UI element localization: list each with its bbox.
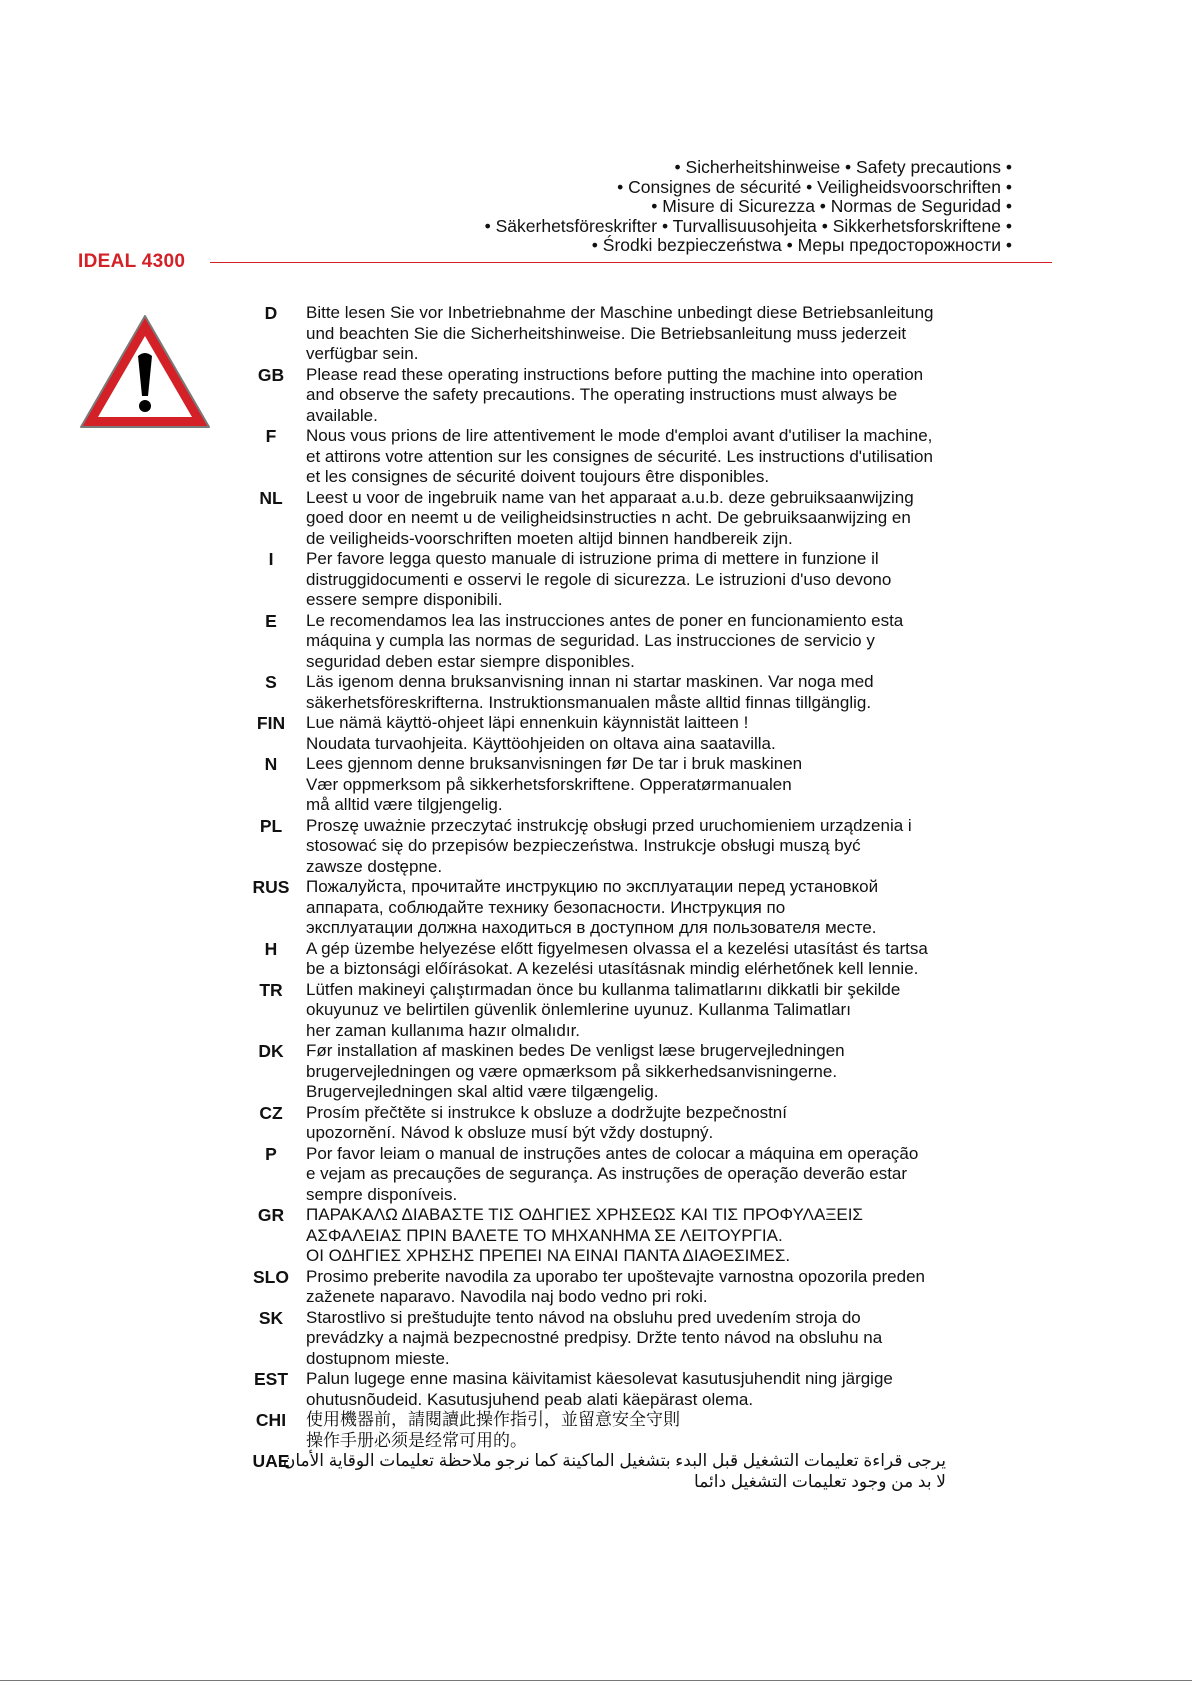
instruction-line: Brugervejledningen skal altid være tilgængelig. — [306, 1082, 659, 1101]
header-divider — [210, 262, 1052, 263]
instruction-line: okuyunuz ve belirtilen güvenlik önlemlerine uyunuz. Kullanma Talimatları — [306, 1000, 851, 1019]
instruction-text — [294, 1144, 918, 1206]
instruction-line: A gép üzembe helyezése előtt figyelmesen olvassa el a kezelési utasítást és tartsa — [306, 938, 928, 958]
instruction-line: säkerhetsföreskrifterna. Instruktionsmanualen måste alltid finnas tillgänglig. — [306, 692, 872, 712]
instruction-line: يرجى قراءة تعليمات التشغيل قبل البدء بتشغيل الماكينة كما نرجو ملاحظة تعليمات الوقاية الأمان. — [278, 1451, 946, 1470]
instruction-line: her zaman kullanıma hazır olmalıdır. — [306, 1020, 581, 1040]
instruction-line: Lees gjennom denne bruksanvisningen før De tar i bruk maskinen — [306, 754, 803, 773]
instruction-line: and observe the safety precautions. The operating instructions must always be — [306, 385, 898, 404]
instruction-line: эксплуатации должна находиться в доступном для пользователя месте. — [306, 918, 877, 937]
instruction-line: e vejam as precauções de segurança. As instruções de operação deverão estar — [306, 1164, 908, 1183]
language-entry — [248, 426, 1038, 488]
instruction-line: ΟΙ ΟΔΗΓΙΕΣ ΧΡΗΣΗΣ ΠΡΕΠΕΙ ΝΑ ΕΙΝΑΙ ΠΑΝΤΑ ΔΙΑΘΕΣΙΜΕΣ. — [306, 1246, 791, 1265]
language-code: GB — [257, 364, 285, 385]
language-code: CHI — [255, 1410, 287, 1430]
instruction-line: zaženete naparavo. Navodila naj bodo vedno pri roki. — [306, 1287, 708, 1306]
language-entry — [248, 1369, 1038, 1410]
instruction-text — [294, 1041, 845, 1103]
language-entry — [248, 816, 1038, 878]
instruction-line: Le recomendamos lea las instrucciones antes de poner en funcionamiento esta — [306, 610, 904, 630]
language-entry — [248, 877, 1038, 939]
language-code: GR — [257, 1205, 285, 1225]
language-entry — [248, 1308, 1038, 1370]
title-line: • Środki bezpieczeństwa • Меры предосторожности • — [591, 235, 1012, 256]
language-entry — [248, 1410, 1038, 1451]
instruction-line: Noudata turvaohjeita. Käyttöohjeiden on oltava aina saatavilla. — [306, 733, 776, 753]
instruction-line: distruggidocumenti e osservi le regole di sicurezza. Le istruzioni d'uso devono — [306, 569, 892, 589]
language-entry — [248, 488, 1038, 550]
instruction-line: Palun lugege enne masina käivitamist käesolevat kasutusjuhendit ning järgige — [306, 1369, 893, 1388]
instruction-line: ΑΣΦΑΛΕΙΑΣ ΠΡΙΝ ΒΑΛΕΤΕ ΤΟ ΜΗΧΑΝΗΜΑ ΣΕ ΛΕΙΤΟΥΡΓΙΑ. — [306, 1225, 783, 1245]
language-code: UAE — [252, 1451, 290, 1471]
language-entry — [248, 1103, 1038, 1144]
instruction-line: Starostlivo si preštudujte tento návod na obsluhu pred uvedením stroja do — [306, 1307, 861, 1327]
language-entries — [248, 303, 1038, 1492]
instruction-line: verfügbar sein. — [306, 344, 419, 363]
instruction-line: Prosím přečtěte si instrukce k obsluze a dodržujte bezpečnostní — [306, 1102, 787, 1122]
language-entry — [248, 939, 1038, 980]
warning-triangle-icon — [76, 310, 214, 434]
instruction-line: Per favore legga questo manuale di istruzione prima di mettere in funzione il — [306, 549, 879, 568]
instruction-line: 操作手册必须是经常可用的。 — [306, 1430, 527, 1450]
instruction-text — [294, 816, 912, 878]
title-line: • Säkerhetsföreskrifter • Turvallisuusohjeita • Sikkerhetsforskriftene • — [484, 215, 1012, 236]
instruction-text — [294, 488, 914, 550]
instruction-line: لا بد من وجود تعليمات التشغيل دائما — [694, 1471, 946, 1491]
safety-title-block — [485, 158, 1012, 256]
language-code: P — [265, 1143, 277, 1164]
language-entry — [248, 303, 1038, 365]
language-entry — [248, 1451, 1038, 1492]
title-line: • Sicherheitshinweise • Safety precautions • — [674, 157, 1012, 177]
instruction-line: be a biztonsági előírásokat. A kezelési utasításnak mindig elérhetőnek kell lennie. — [306, 959, 919, 978]
language-code: SK — [258, 1307, 284, 1328]
instruction-line: essere sempre disponibili. — [306, 590, 503, 609]
language-entry — [248, 980, 1038, 1042]
instruction-line: Lütfen makineyi çalıştırmadan önce bu kullanma talimatlarını dikkatli bir şekilde — [306, 979, 901, 999]
language-code: H — [264, 938, 278, 959]
language-entry — [248, 611, 1038, 673]
instruction-line: und beachten Sie die Sicherheitshinweise. Die Betriebsanleitung muss jederzeit — [306, 323, 907, 343]
instruction-text — [294, 754, 802, 816]
instruction-line: de veiligheids-voorschriften moeten altijd binnen handbereik zijn. — [306, 528, 793, 548]
instruction-line: Leest u voor de ingebruik name van het apparaat a.u.b. deze gebruiksaanwijzing — [306, 487, 914, 507]
language-code: S — [265, 672, 277, 692]
instruction-line: Bitte lesen Sie vor Inbetriebnahme der Maschine unbedingt diese Betriebsanleitung — [306, 303, 934, 322]
instruction-line: zawsze dostępne. — [306, 856, 443, 876]
language-code: E — [265, 610, 277, 631]
instruction-line: Por favor leiam o manual de instruções antes de colocar a máquina em operação — [306, 1143, 919, 1163]
language-code: EST — [253, 1369, 289, 1389]
instruction-line: et les consignes de sécurité doivent toujours être disponibles. — [306, 467, 770, 486]
instruction-line: brugervejledningen og være opmærksom på sikkerhedsanvisningerne. — [306, 1061, 838, 1081]
instruction-line: máquina y cumpla las normas de seguridad. Las instrucciones de servicio y — [306, 631, 875, 650]
instruction-line: prevádzky a najmä bezpecnostné predpisy. Držte tento návod na obsluhu na — [306, 1328, 883, 1347]
product-name: IDEAL 4300 — [78, 251, 186, 272]
language-code: CZ — [259, 1102, 283, 1123]
instruction-line: upozornění. Návod k obsluze musí být vždy dostupný. — [306, 1123, 714, 1142]
language-code: NL — [259, 487, 283, 508]
language-entry — [248, 754, 1038, 816]
instruction-line: Vær oppmerksom på sikkerhetsforskriftene. Opperatørmanualen — [306, 774, 792, 794]
language-code: DK — [258, 1041, 284, 1061]
language-code: RUS — [252, 877, 290, 897]
instruction-text — [294, 1410, 680, 1451]
instruction-line: goed door en neemt u de veiligheidsinstructies n acht. De gebruiksaanwijzing en — [306, 508, 911, 527]
instruction-line: dostupnom mieste. — [306, 1348, 450, 1368]
language-entry — [248, 549, 1038, 611]
instruction-text — [294, 611, 903, 673]
instruction-line: Please read these operating instructions before putting the machine into operation — [306, 364, 924, 384]
instruction-line: Nous vous prions de lire attentivement le mode d'emploi avant d'utiliser la machine, — [306, 426, 933, 445]
instruction-text — [294, 672, 874, 713]
instruction-text — [294, 303, 934, 365]
instruction-line: sempre disponíveis. — [306, 1184, 458, 1204]
language-entry — [248, 1267, 1038, 1308]
instruction-text — [294, 549, 891, 611]
language-code: I — [268, 549, 274, 569]
instruction-text — [294, 939, 928, 980]
instruction-text — [294, 980, 900, 1042]
instruction-text — [294, 1267, 925, 1308]
instruction-line: аппарата, соблюдайте технику безопасности. Инструкция по — [306, 897, 786, 917]
instruction-text — [294, 713, 776, 754]
language-entry — [248, 1144, 1038, 1206]
language-code: SLO — [253, 1266, 289, 1287]
instruction-line: Lue nämä käyttö-ohjeet läpi ennenkuin käynnistät laitteen ! — [306, 713, 749, 732]
instruction-line: 使用機器前，請閱讀此操作指引，並留意安全守則 — [306, 1410, 680, 1429]
instruction-line: ΠΑΡΑΚΑΛΩ ΔΙΑΒΑΣΤΕ ΤΙΣ ΟΔΗΓΙΕΣ ΧΡΗΣΕΩΣ ΚΑΙ ΤΙΣ ΠΡΟΦΥΛΑΞΕΙΣ — [306, 1205, 863, 1224]
instruction-line: et attirons votre attention sur les consignes de sécurité. Les instructions d'utilisation — [306, 446, 933, 466]
instruction-text — [294, 1205, 863, 1267]
language-code: PL — [259, 815, 283, 836]
language-code: F — [265, 426, 277, 446]
instruction-line: Пожалуйста, прочитайте инструкцию по эксплуатации перед установкой — [306, 877, 879, 896]
language-entry — [248, 713, 1038, 754]
language-entry — [248, 1041, 1038, 1103]
instruction-line: Prosimo preberite navodila za uporabo ter upoštevajte varnostna opozorila preden — [306, 1266, 925, 1286]
instruction-text — [294, 1308, 882, 1370]
instruction-line: seguridad deben estar siempre disponibles. — [306, 651, 635, 671]
language-code: D — [264, 303, 278, 323]
instruction-text — [294, 877, 878, 939]
instruction-text — [294, 426, 933, 488]
footer-divider — [0, 1680, 1192, 1681]
language-entry — [248, 1205, 1038, 1267]
instruction-line: stosować się do przepisów bezpieczeństwa. Instrukcje obsługi muszą być — [306, 836, 861, 855]
instruction-line: ohutusnõudeid. Kasutusjuhend peab alati käepärast olema. — [306, 1389, 754, 1409]
instruction-line: Läs igenom denna bruksanvisning innan ni startar maskinen. Var noga med — [306, 672, 874, 691]
instruction-text — [294, 365, 923, 427]
instruction-line: Før installation af maskinen bedes De venligst læse brugervejledningen — [306, 1041, 845, 1060]
instruction-text — [278, 1451, 946, 1492]
title-line: • Misure di Sicurezza • Normas de Seguridad • — [651, 196, 1012, 217]
language-code: FIN — [256, 713, 286, 733]
language-entry — [248, 672, 1038, 713]
instruction-line: available. — [306, 405, 378, 425]
instruction-line: må alltid være tilgjengelig. — [306, 795, 503, 814]
instruction-text — [294, 1369, 893, 1410]
instruction-text — [294, 1103, 787, 1144]
language-code: N — [264, 754, 278, 774]
language-code: TR — [259, 979, 283, 1000]
title-line: • Consignes de sécurité • Veiligheidsvoorschriften • — [617, 176, 1012, 197]
language-entry — [248, 365, 1038, 427]
instruction-line: Proszę uważnie przeczytać instrukcję obsługi przed uruchomieniem urządzenia i — [306, 815, 912, 835]
